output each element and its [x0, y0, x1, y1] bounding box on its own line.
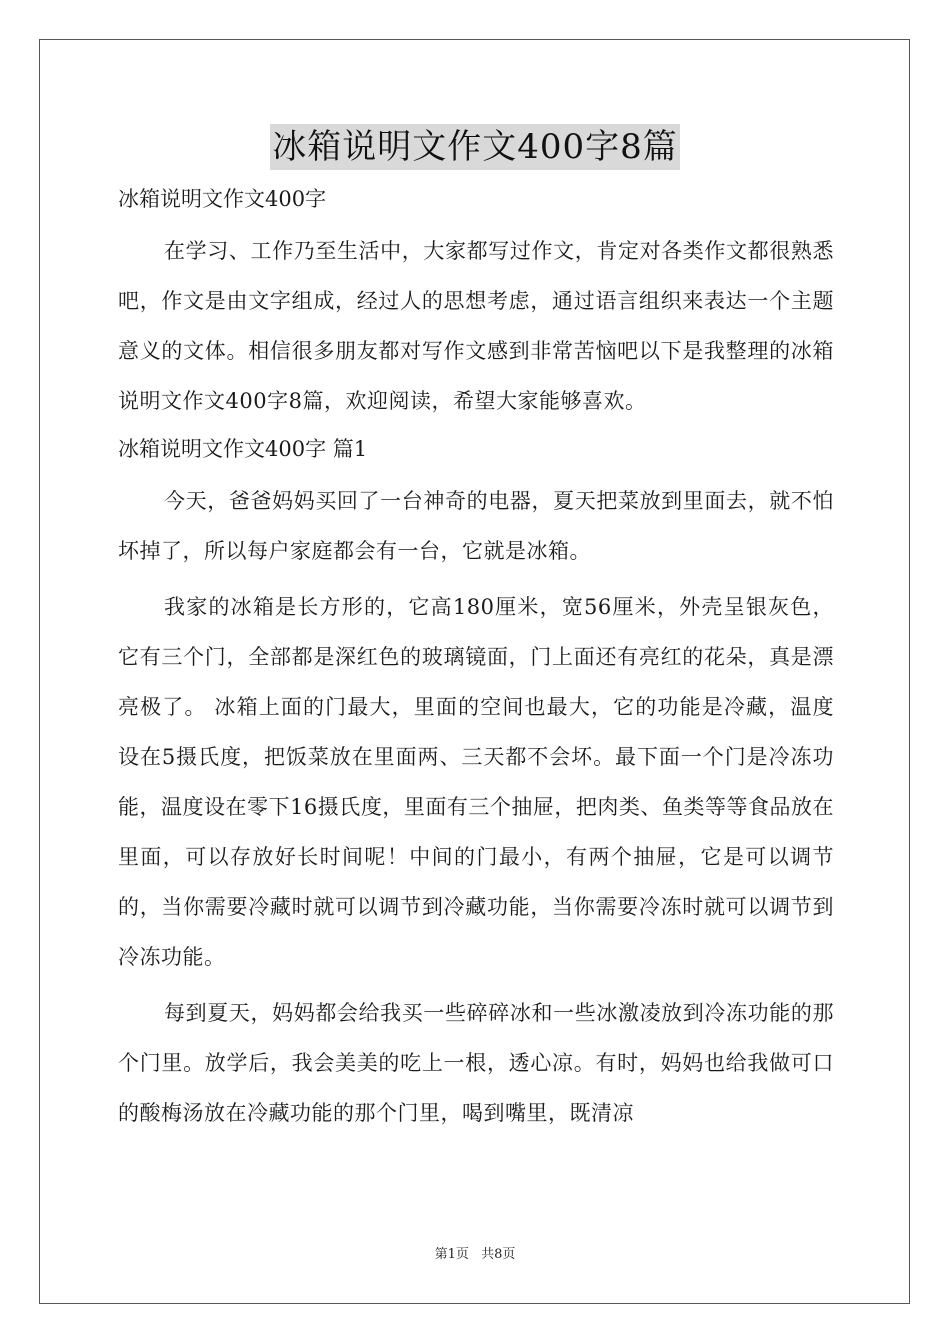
- page-footer: [0, 1246, 950, 1264]
- paragraph: 我家的冰箱是长方形的，它高180厘米，宽56厘米，外壳呈银灰色，它有三个门，全部都是深红色的玻璃镜面，门上面还有亮红的花朵，真是漂亮极了。 冰箱上面的门最大，里面的空间也最大，它的功能是冷藏，温度设在5摄氏度，把饭菜放在里面两、三天都不会坏。最下面一个门是冷冻功能，温度设在零下16摄氏度，里面有三个抽屉，把肉类、鱼类等等食品放在里面，可以存放好长时间呢！中间的门最小，有两个抽屉，它是可以调节的，当你需要冷藏时就可以调节到冷藏功能，当你需要冷冻时就可以调节到冷冻功能。: [118, 595, 834, 969]
- section-heading: 冰箱说明文作文400字 篇1: [118, 437, 368, 461]
- paragraph: 每到夏天，妈妈都会给我买一些碎碎冰和一些冰激凌放到冷冻功能的那个门里。放学后，我会美美的吃上一根，透心凉。有时，妈妈也给我做可口的酸梅汤放在冷藏功能的那个门里，喝到嘴里，既清凉: [118, 1001, 834, 1125]
- paragraph: 今天，爸爸妈妈买回了一台神奇的电器，夏天把菜放到里面去，就不怕坏掉了，所以每户家庭都会有一台，它就是冰箱。: [118, 489, 834, 563]
- paragraph: 在学习、工作乃至生活中，大家都写过作文，肯定对各类作文都很熟悉吧，作文是由文字组成，经过人的思想考虑，通过语言组织来表达一个主题意义的文体。相信很多朋友都对写作文感到非常苦恼吧以下是我整理的冰箱说明文作文400字8篇，欢迎阅读，希望大家能够喜欢。: [118, 239, 834, 413]
- title-container: [0, 124, 950, 170]
- document-body: [118, 180, 834, 1138]
- document-title: 冰箱说明文作文400字8篇: [270, 124, 680, 170]
- section-heading: 冰箱说明文作文400字: [118, 187, 327, 211]
- page-number: 第1页: [434, 1247, 469, 1262]
- page-total: 共8页: [481, 1247, 516, 1262]
